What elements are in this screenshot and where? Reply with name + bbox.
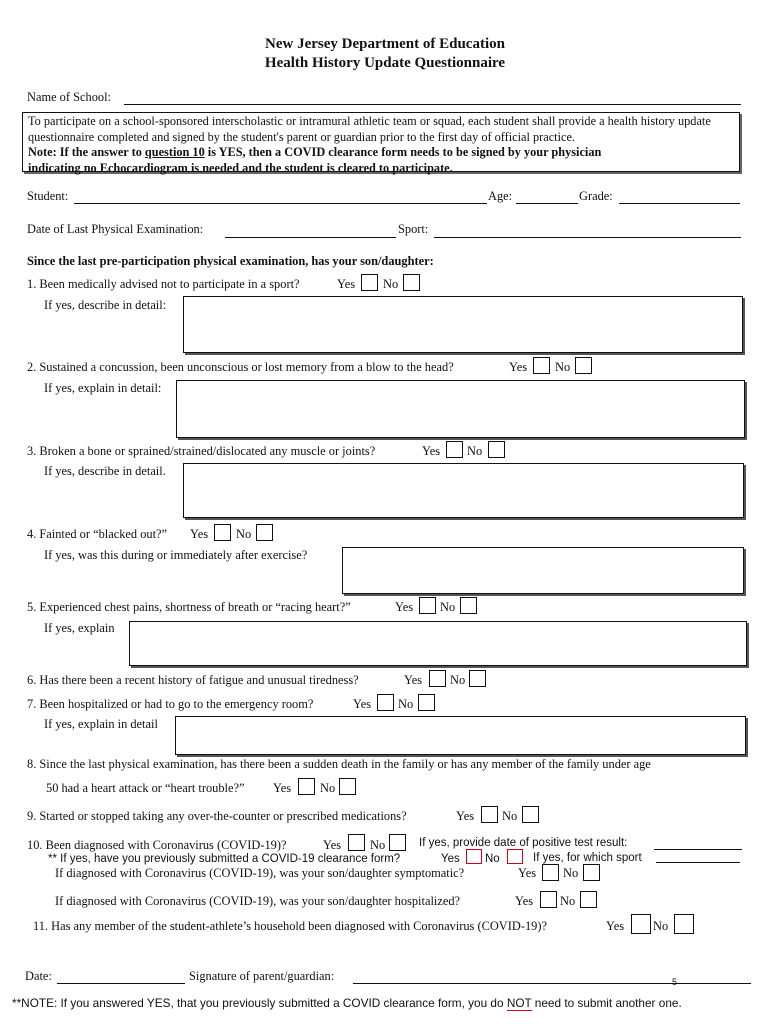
date-label: Date:	[25, 969, 52, 983]
q6-yes-label: Yes	[404, 673, 423, 687]
q10-previous-form: ** If yes, have you previously submitted a COVID-19 clearance form?	[48, 853, 401, 865]
q10-symptomatic-yes-checkbox[interactable]	[542, 864, 559, 881]
grade-label: Grade:	[579, 189, 613, 203]
question-4: 4. Fainted or “blacked out?”	[27, 527, 168, 541]
note-prefix: Note: If the answer to	[28, 145, 145, 159]
q6-no-label: No	[450, 673, 466, 687]
age-label: Age:	[488, 189, 513, 203]
q2-detail-label: If yes, explain in detail:	[44, 381, 162, 395]
grade-input[interactable]	[619, 203, 740, 204]
signature-input[interactable]	[353, 983, 751, 984]
q11-yes-checkbox[interactable]	[631, 914, 651, 934]
instructions-box	[22, 112, 740, 175]
q10-prev-yes-label: Yes	[441, 853, 460, 865]
q2-detail-box[interactable]	[176, 380, 745, 438]
q5-no-label: No	[440, 600, 456, 614]
q1-detail-label: If yes, describe in detail:	[44, 298, 167, 312]
last-exam-input[interactable]	[225, 237, 396, 238]
q1-yes-checkbox[interactable]	[361, 274, 378, 291]
question-10-link: question 10	[144, 145, 205, 159]
school-input[interactable]	[124, 104, 741, 105]
q10-prev-no-checkbox[interactable]	[507, 849, 523, 864]
q5-detail-box[interactable]	[129, 621, 747, 666]
q10-prev-yes-checkbox[interactable]	[466, 849, 482, 864]
q7-no-checkbox[interactable]	[418, 694, 435, 711]
form-title: New Jersey Department of Education	[265, 36, 505, 52]
footer-note-not: NOT	[506, 996, 532, 1010]
last-exam-label: Date of Last Physical Examination:	[27, 222, 204, 236]
q10-sport-label: If yes, for which sport	[533, 852, 642, 864]
q8-yes-label: Yes	[273, 781, 292, 795]
q10-no-label: No	[370, 838, 386, 852]
q7-yes-checkbox[interactable]	[377, 694, 394, 711]
q4-no-checkbox[interactable]	[256, 524, 273, 541]
q7-no-label: No	[398, 697, 414, 711]
form-subtitle: Health History Update Questionnaire	[264, 55, 506, 71]
question-10: 10. Been diagnosed with Coronavirus (COVID-19)?	[27, 838, 287, 852]
question-1: 1. Been medically advised not to participate in a sport?	[27, 277, 300, 291]
q8-no-label: No	[320, 781, 336, 795]
q10-symptomatic-yes-label: Yes	[518, 866, 537, 880]
q1-no-label: No	[383, 277, 399, 291]
question-8-line-1: 8. Since the last physical examination, has there been a sudden death in the family or has any member of the family under age	[27, 757, 651, 771]
q7-yes-label: Yes	[353, 697, 372, 711]
q4-no-label: No	[236, 527, 252, 541]
q10-sport-input[interactable]	[656, 862, 740, 863]
q10-hospitalized-yes-checkbox[interactable]	[540, 891, 557, 908]
question-2: 2. Sustained a concussion, been unconscious or lost memory from a blow to the head?	[27, 360, 454, 374]
q8-yes-checkbox[interactable]	[298, 778, 315, 795]
question-3: 3. Broken a bone or sprained/strained/dislocated any muscle or joints?	[27, 444, 376, 458]
q10-hospitalized-yes-label: Yes	[515, 894, 534, 908]
question-6: 6. Has there been a recent history of fatigue and unusual tiredness?	[27, 673, 359, 687]
footer-note	[12, 996, 682, 1011]
sport-label: Sport:	[398, 222, 429, 236]
q10-hospitalized-no-checkbox[interactable]	[580, 891, 597, 908]
q7-detail-box[interactable]	[175, 716, 746, 755]
q11-no-label: No	[653, 919, 669, 933]
school-label: Name of School:	[27, 90, 111, 104]
page-number: 5	[672, 977, 678, 987]
q9-yes-checkbox[interactable]	[481, 806, 498, 823]
question-8-line-2: 50 had a heart attack or “heart trouble?”	[46, 781, 245, 795]
q3-yes-label: Yes	[422, 444, 441, 458]
q10-yes-checkbox[interactable]	[348, 834, 365, 851]
q10-date-label: If yes, provide date of positive test result:	[419, 837, 628, 849]
instructions-note	[28, 145, 734, 176]
note-rest-2: indicating no Echocardiogram is needed and the student is cleared to participate.	[28, 160, 453, 175]
q10-hospitalized: If diagnosed with Coronavirus (COVID-19), was your son/daughter hospitalized?	[55, 894, 461, 908]
question-11: 11. Has any member of the student-athlete’s household been diagnosed with Coronavirus (COVID-19)?	[33, 919, 547, 933]
q6-no-checkbox[interactable]	[469, 670, 486, 687]
q10-symptomatic-no-label: No	[563, 866, 579, 880]
q6-yes-checkbox[interactable]	[429, 670, 446, 687]
note-rest-1: is YES, then a COVID clearance form needs to be signed by your physician	[204, 145, 602, 159]
q3-no-checkbox[interactable]	[488, 441, 505, 458]
q4-detail-label: If yes, was this during or immediately after exercise?	[44, 548, 308, 562]
q1-yes-label: Yes	[337, 277, 356, 291]
q10-hospitalized-no-label: No	[560, 894, 576, 908]
student-input[interactable]	[74, 203, 487, 204]
questions-intro: Since the last pre-participation physical examination, has your son/daughter:	[27, 254, 434, 268]
q10-symptomatic: If diagnosed with Coronavirus (COVID-19), was your son/daughter symptomatic?	[55, 866, 465, 880]
q10-yes-label: Yes	[323, 838, 342, 852]
q5-no-checkbox[interactable]	[460, 597, 477, 614]
q8-no-checkbox[interactable]	[339, 778, 356, 795]
q3-detail-label: If yes, describe in detail.	[44, 464, 166, 478]
q9-no-checkbox[interactable]	[522, 806, 539, 823]
instructions-text: To participate on a school-sponsored interscholastic or intramural athletic team or squad, each student shall provide a health history update questionnaire completed and signed by the student's parent or guardian prior to the first day of official practice.	[28, 114, 711, 144]
q10-symptomatic-no-checkbox[interactable]	[583, 864, 600, 881]
q4-yes-checkbox[interactable]	[214, 524, 231, 541]
q3-no-label: No	[467, 444, 483, 458]
date-input[interactable]	[57, 983, 185, 984]
footer-note-suffix: need to submit another one.	[531, 996, 682, 1010]
q7-detail-label: If yes, explain in detail	[44, 717, 158, 731]
q2-yes-checkbox[interactable]	[533, 357, 550, 374]
q9-yes-label: Yes	[456, 809, 475, 823]
q3-detail-box[interactable]	[183, 463, 744, 518]
signature-label: Signature of parent/guardian:	[189, 969, 335, 983]
q11-no-checkbox[interactable]	[674, 914, 694, 934]
footer-note-prefix: **NOTE: If you answered YES, that you previously submitted a COVID clearance form, you do	[12, 996, 507, 1010]
q2-no-checkbox[interactable]	[575, 357, 592, 374]
question-5: 5. Experienced chest pains, shortness of breath or “racing heart?”	[27, 600, 351, 614]
q5-detail-label: If yes, explain	[44, 621, 115, 635]
student-label: Student:	[27, 189, 69, 203]
q4-detail-box[interactable]	[342, 547, 744, 594]
q3-yes-checkbox[interactable]	[446, 441, 463, 458]
age-input[interactable]	[516, 203, 578, 204]
q2-no-label: No	[555, 360, 571, 374]
q5-yes-label: Yes	[395, 600, 414, 614]
sport-input[interactable]	[434, 237, 741, 238]
q1-detail-box[interactable]	[183, 296, 743, 353]
q10-prev-no-label: No	[485, 853, 500, 865]
q2-yes-label: Yes	[509, 360, 528, 374]
q1-no-checkbox[interactable]	[403, 274, 420, 291]
q4-yes-label: Yes	[190, 527, 209, 541]
q10-no-checkbox[interactable]	[389, 834, 406, 851]
q10-date-input[interactable]	[654, 849, 742, 850]
q11-yes-label: Yes	[606, 919, 625, 933]
q5-yes-checkbox[interactable]	[419, 597, 436, 614]
question-7: 7. Been hospitalized or had to go to the emergency room?	[27, 697, 314, 711]
q9-no-label: No	[502, 809, 518, 823]
question-9: 9. Started or stopped taking any over-the-counter or prescribed medications?	[27, 809, 407, 823]
